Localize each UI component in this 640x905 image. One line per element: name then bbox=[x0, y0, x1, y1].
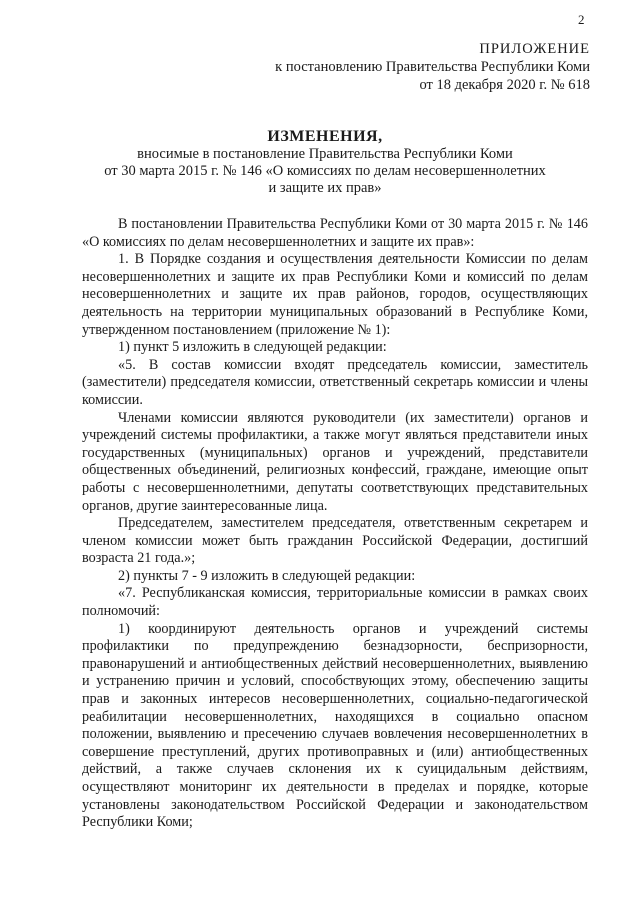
appendix-line-1: к постановлению Правительства Республики Коми bbox=[275, 59, 590, 75]
title-line-3: и защите их прав» bbox=[268, 180, 382, 196]
paragraph: 1) координируют деятельность органов и учреждений системы профилактики по предупреждению безнадзорности, беспризорности, правонарушений и антиобщественных действий несовершеннолетних, выявлению и устранению причин и условий, способствующих этому, обеспечению защиты прав и законных интересов несовершеннолетних, социально-педагогической реабилитации несовершеннолетних, находящихся в социально опасном положении, выявлению и пресечению случаев вовлечения несовершеннолетних в совершение преступлений, других противоправных и (или) антиобщественных действий, а также случаев склонения их к суицидальным действиям, осуществляют мониторинг их деятельности в пределах и порядке, которые установлены законодательством Российской Федерации и законодательством Республики Коми; bbox=[82, 620, 588, 831]
paragraph: 1. В Порядке создания и осуществления деятельности Комиссии по делам несовершеннолетних и защите их прав Республики Коми и комиссий по делам несовершеннолетних и защите их прав районов, городов, осуществляющих деятельность на территории муниципальных образований в Республике Коми, утвержденном постановлением (приложение № 1): bbox=[82, 251, 588, 338]
title-line-2: от 30 марта 2015 г. № 146 «О комиссиях по делам несовершеннолетних bbox=[104, 163, 546, 179]
document-body bbox=[82, 216, 588, 832]
title-line-1: вносимые в постановление Правительства Республики Коми bbox=[137, 146, 513, 162]
document-title-block bbox=[100, 128, 550, 197]
page-number: 2 bbox=[578, 12, 585, 27]
appendix-header bbox=[275, 40, 590, 94]
document-title: ИЗМЕНЕНИЯ, bbox=[267, 128, 383, 145]
paragraph: В постановлении Правительства Республики Коми от 30 марта 2015 г. № 146 «О комиссиях по делам несовершеннолетних и защите их прав»: bbox=[82, 216, 588, 250]
paragraph: Членами комиссии являются руководители (их заместители) органов и учреждений системы профилактики, а также могут являться представители иных государственных (муниципальных) органов и учреждений, представители общественных объединений, религиозных конфессий, граждане, имеющие опыт работы с несовершеннолетними, депутаты соответствующих представительных органов, другие заинтересованные лица. bbox=[82, 409, 588, 514]
paragraph: «5. В состав комиссии входят председатель комиссии, заместитель (заместители) председателя комиссии, ответственный секретарь комиссии и члены комиссии. bbox=[82, 356, 588, 408]
paragraph: 2) пункты 7 - 9 изложить в следующей редакции: bbox=[118, 567, 416, 584]
appendix-line-2: от 18 декабря 2020 г. № 618 bbox=[419, 77, 590, 93]
paragraph: «7. Республиканская комиссия, территориальные комиссии в рамках своих полномочий: bbox=[82, 585, 588, 620]
paragraph: 1) пункт 5 изложить в следующей редакции: bbox=[118, 339, 387, 356]
paragraph: Председателем, заместителем председателя, ответственным секретарем и членом комиссии может быть гражданин Российской Федерации, достигший возраста 21 года.»; bbox=[82, 515, 588, 567]
appendix-label: ПРИЛОЖЕНИЕ bbox=[479, 41, 590, 57]
